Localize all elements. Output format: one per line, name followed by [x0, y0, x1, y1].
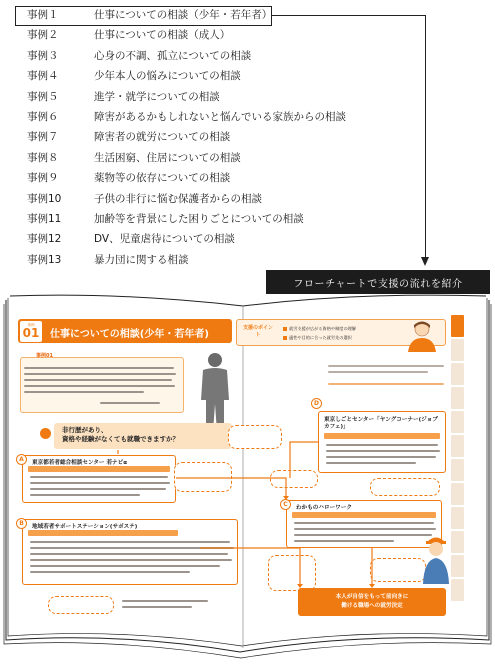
note-bubble — [48, 596, 114, 614]
section-b-marker: B — [16, 518, 27, 529]
case-title: 心身の不調、孤立についての相談 — [94, 49, 252, 62]
note-bubble — [174, 462, 232, 492]
section-b-heading: 地域若者サポートステーション(サポステ) — [32, 524, 138, 530]
case-item[interactable] — [15, 128, 315, 148]
index-tab — [451, 435, 464, 457]
case-list — [15, 6, 346, 271]
case-number-label: 事例８ — [27, 151, 59, 164]
note-text — [122, 606, 192, 608]
section-d-marker: D — [311, 398, 322, 409]
case-item[interactable] — [15, 230, 315, 250]
young-person-illustration — [198, 352, 232, 432]
case-title: 仕事についての相談（成人） — [94, 29, 231, 42]
section-d-heading: 東京しごとセンター「ヤングコーナー(ジョブカフェ)」 — [324, 417, 438, 431]
case-number-label: 事例３ — [27, 49, 59, 62]
case-item[interactable] — [15, 26, 315, 46]
case-title: 進学・就学についての相談 — [94, 90, 220, 103]
case-title: 生活困窮、住居についての相談 — [94, 151, 241, 164]
case-number-label: 事例４ — [27, 70, 59, 83]
case-item[interactable] — [15, 190, 315, 210]
case-title: DV、児童虐待についての相談 — [94, 233, 235, 246]
section-c-strip — [292, 512, 436, 518]
support-points-label: 支援のポイント — [242, 325, 273, 338]
section-c-heading: わかものハローワーク — [296, 505, 352, 511]
case-item[interactable] — [15, 88, 315, 108]
section-b-strip — [28, 530, 178, 536]
booklet-heading: 仕事についての相談(少年・若年者) — [50, 329, 209, 340]
note-bubble — [370, 478, 440, 496]
index-tab — [451, 579, 464, 601]
section-a-strip — [28, 466, 170, 472]
case-title: 加齢等を背景にした困りごとについての相談 — [94, 212, 304, 225]
case-title: 暴力団に関する相談 — [94, 253, 189, 266]
final-result-line: 働ける職場への就労決定 — [341, 603, 403, 609]
case-number-label: 事例12 — [27, 233, 62, 246]
case-title: 子供の非行に悩む保護者からの相談 — [94, 192, 262, 205]
case-number-label: 事例11 — [27, 212, 62, 225]
case-number-label: 事例６ — [27, 110, 59, 123]
index-tab — [451, 339, 464, 361]
case-number-label: 事例５ — [27, 90, 59, 103]
index-tabs — [451, 315, 465, 615]
case-number-label: 事例２ — [27, 29, 59, 42]
case-item[interactable] — [15, 169, 315, 189]
index-tab — [451, 507, 464, 529]
connector-line-vertical — [425, 15, 426, 260]
note-text — [122, 600, 208, 602]
note-bubble — [270, 470, 318, 488]
case-number-tag — [20, 321, 42, 342]
index-tab — [451, 411, 464, 433]
case-item[interactable] — [15, 149, 315, 169]
arrow-down-icon — [421, 257, 429, 266]
case-number-label: 事例９ — [27, 172, 59, 185]
case-number: 01 — [22, 326, 40, 341]
final-result-line: 本人が自信をもって前向きに — [335, 594, 409, 601]
case-number-label: 事例７ — [27, 131, 59, 144]
case-item-selected[interactable] — [15, 6, 272, 26]
final-result-box — [298, 588, 446, 616]
index-tab — [451, 531, 464, 553]
note-bubble — [268, 555, 316, 591]
case-item[interactable] — [15, 251, 315, 271]
consultant-illustration — [404, 320, 440, 352]
case-number-label: 事例13 — [27, 253, 62, 266]
index-tab — [451, 483, 464, 505]
index-tab — [451, 555, 464, 577]
question-icon — [40, 428, 51, 439]
case-item[interactable] — [15, 210, 315, 230]
section-c-marker: C — [280, 499, 291, 510]
index-tab — [451, 459, 464, 481]
support-point-item: 適性や目的に合った就労先の選択 — [283, 335, 352, 341]
question-line: 非行歴があり、 — [62, 426, 108, 434]
case-title: 障害があるかもしれないと悩んでいる家族からの相談 — [94, 110, 346, 123]
story-tag: 事例01 — [36, 353, 53, 359]
question-line: 資格や経験がなくても就職できますか？ — [62, 435, 179, 444]
case-title: 薬物等の依存についての相談 — [94, 172, 231, 185]
question-text — [62, 426, 179, 445]
section-d-strip — [324, 433, 440, 439]
case-title: 少年本人の悩みについての相談 — [94, 70, 241, 83]
note-bubble — [228, 425, 282, 449]
connector-line — [272, 15, 426, 16]
note-bubble — [370, 558, 426, 582]
case-title: 仕事についての相談（少年・若年者） — [94, 9, 273, 21]
case-number-label: 事例10 — [27, 192, 62, 205]
section-a-heading: 東京都若者総合相談センター 若ナビα — [32, 460, 128, 466]
support-point-item: 就労支援が広がる資格や制度の理解 — [283, 326, 356, 332]
index-tab — [451, 363, 464, 385]
section-a-marker: A — [16, 454, 27, 465]
case-number-label: 事例１ — [27, 9, 59, 21]
index-tab — [451, 315, 464, 337]
case-item[interactable] — [15, 47, 315, 67]
case-title: 障害者の就労についての相談 — [94, 131, 231, 144]
case-item[interactable] — [15, 67, 315, 87]
flowchart-callout: フローチャートで支援の流れを紹介 — [266, 270, 490, 294]
case-number-label: 事例 — [27, 322, 35, 327]
case-item[interactable] — [15, 108, 346, 128]
index-tab — [451, 387, 464, 409]
worker-illustration — [420, 532, 452, 584]
